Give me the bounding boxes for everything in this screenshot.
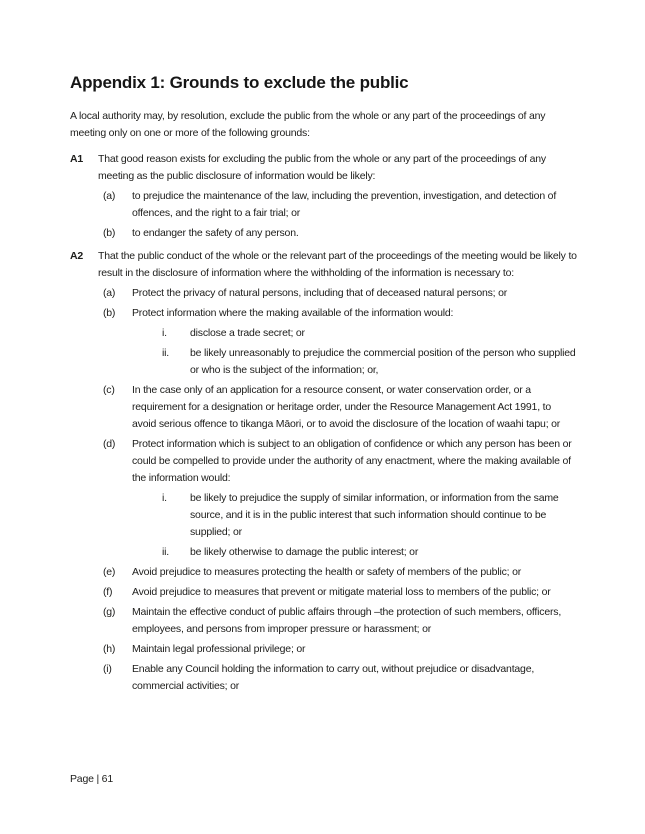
item-a2-b-i-label: i.: [162, 327, 167, 339]
item-a1-b-text: to endanger the safety of any person.: [132, 227, 299, 239]
clause-a2: [70, 248, 577, 282]
item-a2-e-label: (e): [103, 566, 116, 578]
item-a2-b-ii: [70, 345, 577, 379]
item-a2-h: [70, 641, 577, 658]
item-a2-c: [70, 382, 577, 433]
item-a2-d-label: (d): [103, 438, 116, 450]
item-a2-d-i-text: be likely to prejudice the supply of similar information, or information from the same source, and it is in the public interest that such information should continue to be supplied; or: [190, 492, 559, 538]
item-a2-b-ii-text: be likely unreasonably to prejudice the commercial position of the person who supplied or who is the subject of the information; or,: [190, 347, 576, 376]
item-a2-d: [70, 436, 577, 487]
item-a2-g: [70, 604, 577, 638]
clause-a2-text: That the public conduct of the whole or the relevant part of the proceedings of the meeting would be likely to result in the disclosure of information where the withholding of the information is necessary to:: [98, 250, 577, 279]
item-a2-h-text: Maintain legal professional privilege; or: [132, 643, 306, 655]
item-a2-i-label: (i): [103, 663, 112, 675]
item-a2-d-ii-text: be likely otherwise to damage the public interest; or: [190, 546, 419, 558]
clause-a1: [70, 151, 577, 185]
item-a2-f-label: (f): [103, 586, 113, 598]
item-a2-a-text: Protect the privacy of natural persons, including that of deceased natural persons; or: [132, 287, 508, 299]
item-a2-f-text: Avoid prejudice to measures that prevent or mitigate material loss to members of the public; or: [132, 586, 551, 598]
item-a2-d-text: Protect information which is subject to an obligation of confidence or which any person has been or could be compelled to provide under the authority of any enactment, where the making available of the information would:: [132, 438, 572, 484]
item-a2-e: [70, 564, 577, 581]
item-a2-f: [70, 584, 577, 601]
page-title: Appendix 1: Grounds to exclude the public: [70, 73, 409, 92]
item-a2-b: [70, 305, 577, 322]
clause-a1-text: That good reason exists for excluding the public from the whole or any part of the proceedings of any meeting as the public disclosure of information would be likely:: [98, 153, 546, 182]
intro-paragraph: A local authority may, by resolution, exclude the public from the whole or any part of the proceedings of any meeting only on one or more of the following grounds:: [70, 110, 546, 139]
item-a2-i-text: Enable any Council holding the information to carry out, without prejudice or disadvantage, commercial activities; or: [132, 663, 535, 692]
item-a2-d-ii: [70, 544, 577, 561]
item-a1-b-label: (b): [103, 227, 116, 239]
item-a2-c-text: In the case only of an application for a resource consent, or water conservation order, or a requirement for a designation or heritage order, under the Resource Management Act 1991, to avoid serious offence to tikanga Māori, or to avoid the disclosure of the location of waahi tapu; or: [132, 384, 561, 430]
item-a1-a-label: (a): [103, 190, 116, 202]
item-a2-d-ii-label: ii.: [162, 546, 169, 558]
item-a2-a-label: (a): [103, 287, 116, 299]
clause-a2-label: A2: [70, 250, 84, 262]
item-a2-b-ii-label: ii.: [162, 347, 169, 359]
item-a2-i: [70, 661, 577, 695]
item-a2-b-label: (b): [103, 307, 116, 319]
item-a2-d-i-label: i.: [162, 492, 167, 504]
item-a2-b-text: Protect information where the making available of the information would:: [132, 307, 454, 319]
item-a1-b: [70, 225, 577, 242]
clause-a1-label: A1: [70, 153, 84, 165]
page-content: [70, 72, 577, 698]
item-a2-e-text: Avoid prejudice to measures protecting the health or safety of members of the public; or: [132, 566, 522, 578]
item-a2-g-text: Maintain the effective conduct of public affairs through –the protection of such members, officers, employees, and persons from improper pressure or harassment; or: [132, 606, 562, 635]
item-a2-a: [70, 285, 577, 302]
item-a2-b-i: [70, 325, 577, 342]
item-a1-a: [70, 188, 577, 222]
item-a2-g-label: (g): [103, 606, 116, 618]
item-a2-c-label: (c): [103, 384, 115, 396]
item-a2-d-i: [70, 490, 577, 541]
page-number: Page | 61: [70, 773, 113, 785]
item-a1-a-text: to prejudice the maintenance of the law, including the prevention, investigation, and detection of offences, and the right to a fair trial; or: [132, 190, 557, 219]
item-a2-h-label: (h): [103, 643, 116, 655]
item-a2-b-i-text: disclose a trade secret; or: [190, 327, 305, 339]
